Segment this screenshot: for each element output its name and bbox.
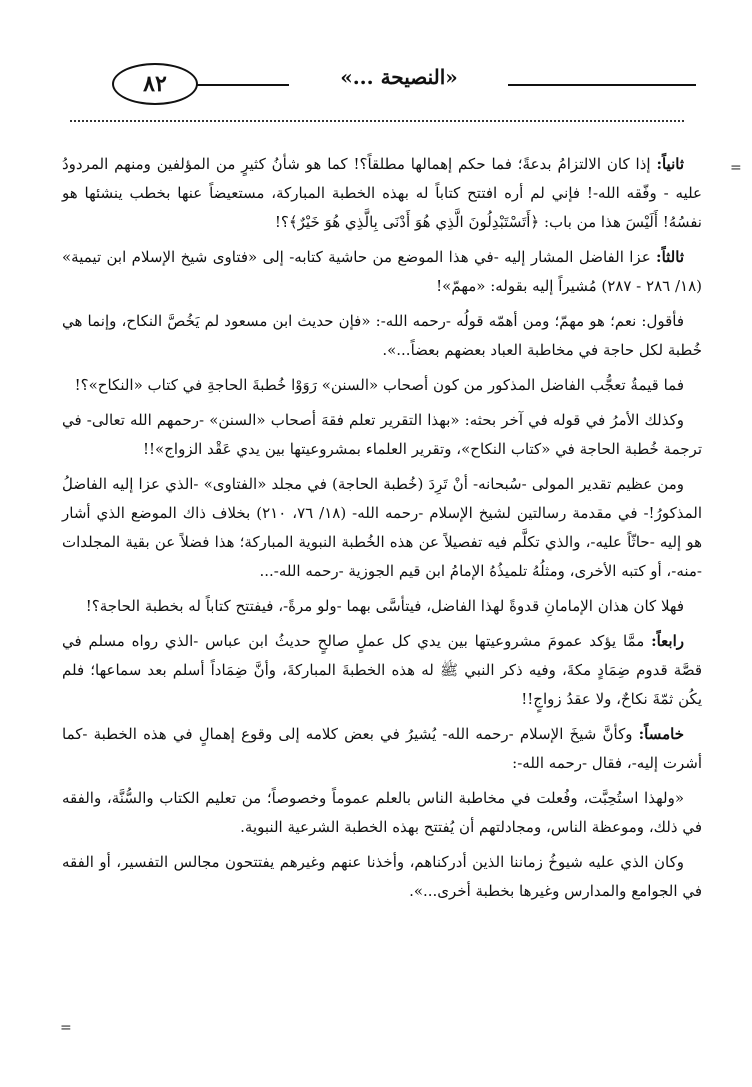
paragraph-9 (62, 720, 702, 778)
paragraph-8 (62, 627, 702, 714)
paragraph-body: وكان الذي عليه شيوخُ زماننا الذين أدركناهم، وأخذنا عنهم وغيرهم يفتتحون مجالس التفسير، أو الفقه في الجوامع والمدارس وغيرها بخطبة أخرى...». (62, 853, 702, 900)
paragraph-lead: رابعاً: (651, 632, 684, 650)
margin-mark-bottom: = (60, 1020, 72, 1036)
paragraph-6 (62, 470, 702, 586)
paragraph-body: فما قيمةُ تعجُّب الفاضل المذكور من كون أصحاب «السنن» رَوَوْا خُطبةَ الحاجةِ في كتاب «النكاح»؟! (74, 376, 684, 394)
paragraph-3 (62, 307, 702, 365)
paragraph-body: فهلا كان هذان الإمامانِ قدوةً لهذا الفاضل، فيتأسَّى بهما -ولو مرةً-، فيفتتح كتاباً له بخطبة الحاجة؟! (85, 597, 684, 615)
paragraph-lead: خامساً: (638, 725, 684, 743)
paragraph-body: إذا كان الالتزامُ بدعةً؛ فما حكم إهمالها مطلقاً؟! كما هو شأنُ كثيرٍ من المؤلفين ومنهم المردودُ عليه - وفّقه الله-! فإني لم أره افتتح كتاباً له بهذه الخطبة المباركة، مستعيضاً عنها بخطب ينشئها هو نفسُهُ! أَلَيْسَ هذا من باب: ﴿أَتَسْتَبْدِلُونَ الَّذِي هُوَ أَدْنَى بِالَّذِي هُوَ خَيْرٌ﴾؟! (62, 155, 702, 231)
paragraph-11 (62, 848, 702, 906)
paragraph-4 (62, 371, 702, 400)
margin-mark-top: = (730, 160, 742, 176)
paragraph-body: ممَّا يؤكد عمومَ مشروعيتها بين يدي كل عملٍ صالحٍ حديثُ ابن عباس -الذي رواه مسلم في قصَّة قدوم ضِمَادٍ مكةَ، وفيه ذكر النبي ﷺ له هذه الخطبةَ المباركةَ، وأنَّ ضِمَاداً أسلم بعد سماعها؛ فلم يكُن ثمّةَ نكاحٌ، ولا عقدُ زواجٍ!! (62, 632, 702, 708)
paragraph-lead: ثالثاً: (656, 248, 684, 266)
dotted-separator (70, 120, 684, 122)
paragraph-lead: ثانياً: (656, 155, 684, 173)
paragraph-body: «ولهذا استُحِبَّت، وفُعلت في مخاطبة الناس بالعلم عموماً وخصوصاً؛ من تعليم الكتاب والسُّنَّة، والفقه في ذلك، وموعظة الناس، ومجادلتهم أن يُفتتح بهذه الخطبة الشرعية النبوية. (62, 789, 702, 836)
paragraph-body: وكذلك الأمرُ في قوله في آخر بحثه: «بهذا التقرير تعلم فقهَ أصحاب «السنن» -رحمهم الله تعالى- في ترجمة خُطبة الحاجة في «كتاب النكاح»، وتقرير العلماء بمشروعيتها بين يدي عَقْد الزواج»!! (62, 411, 702, 458)
paragraph-10 (62, 784, 702, 842)
paragraph-7 (62, 592, 702, 621)
page-number: ٨٢ (112, 63, 198, 105)
page-header (46, 55, 696, 107)
paragraph-body: ومن عظيم تقدير المولى -سُبحانه- أنْ تَرِدَ (خُطبة الحاجة) في مجلد «الفتاوى» -الذي عزا إليه الفاضلُ المذكورُ!- في مقدمة رسالتين لشيخ الإسلام -رحمه الله- (١٨/ ٧٦، ٢١٠) بخلاف ذاك الموضع الذي أشار هو إليه -حاثّاً عليه-، والذي تكلَّم فيه تفصيلاً عن هذه الخُطبة النبوية المباركة؛ هذا فضلاً عن بقية المجلدات -منه-، أو كتبه الأخرى، ومثلُهُ تلميذُهُ الإمامُ ابن قيم الجوزية -رحمه الله-... (62, 475, 702, 580)
paragraph-body: فأقول: نعم؛ هو مهمّ؛ ومن أهمّه قولُه -رحمه الله-: «فإن حديث ابن مسعود لم يَخُصَّ النكاح، وإنما هي خُطبة لكل حاجة في مخاطبة العباد بعضهم بعضاً...». (62, 312, 702, 359)
running-title: «النصيحة ...» (340, 65, 458, 89)
body-text (62, 150, 702, 912)
paragraph-body: وكأنَّ شيخَ الإسلام -رحمه الله- يُشيرُ في بعض كلامه إلى وقوع إهمالٍ في هذه الخطبة -كما أشرت إليه-، فقال -رحمه الله-: (62, 725, 702, 772)
header-rule-right (508, 84, 696, 86)
paragraph-2 (62, 243, 702, 301)
paragraph-body: عزا الفاضل المشار إليه -في هذا الموضع من حاشية كتابه- إلى «فتاوى شيخ الإسلام ابن تيمية» (١٨/ ٢٨٦ - ٢٨٧) مُشيراً إليه بقوله: «مهمّ»! (62, 248, 702, 295)
paragraph-1 (62, 150, 702, 237)
paragraph-5 (62, 406, 702, 464)
